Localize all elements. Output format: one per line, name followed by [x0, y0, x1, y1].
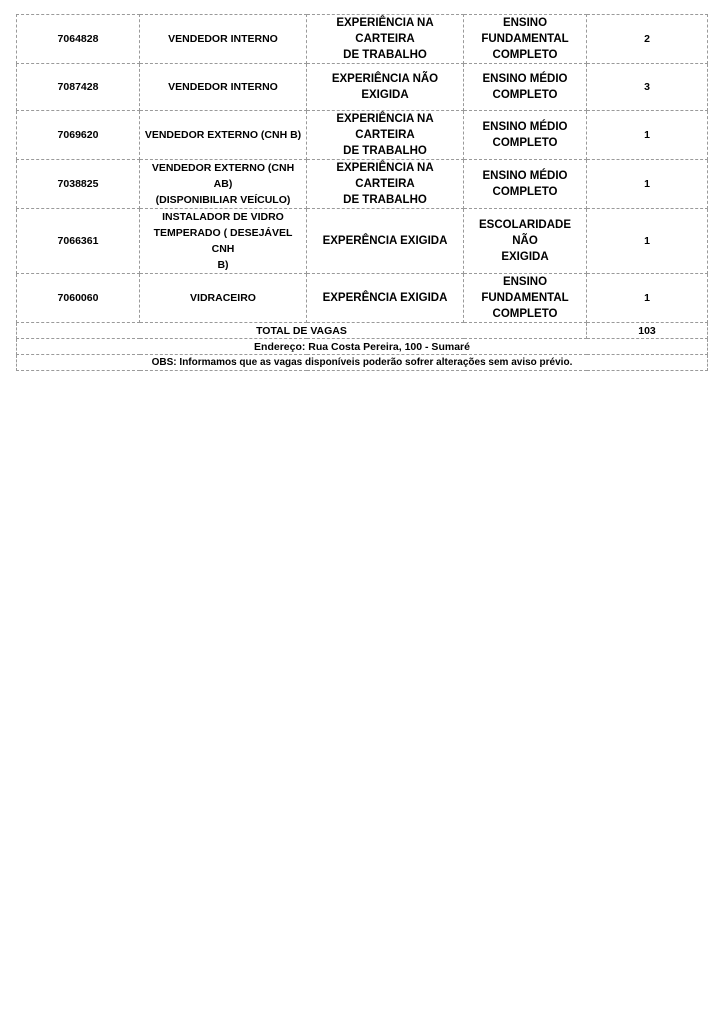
experience-cell: EXPERIÊNCIA NA CARTEIRA DE TRABALHO [307, 15, 464, 64]
job-role-cell: VENDEDOR EXTERNO (CNH B) [140, 111, 307, 160]
job-role-cell: VIDRACEIRO [140, 274, 307, 323]
education-cell: ENSINO FUNDAMENTAL COMPLETO [464, 15, 587, 64]
total-label: TOTAL DE VAGAS [17, 323, 587, 339]
address-row [17, 339, 708, 355]
job-role-cell: INSTALADOR DE VIDRO TEMPERADO ( DESEJÁVEL CNH B) [140, 209, 307, 274]
job-openings-table [16, 14, 708, 371]
education-cell: ENSINO MÉDIO COMPLETO [464, 111, 587, 160]
job-role-cell: VENDEDOR INTERNO [140, 15, 307, 64]
job-code-cell: 7069620 [17, 111, 140, 160]
table-row [17, 209, 708, 274]
openings-cell: 3 [587, 64, 708, 111]
total-value: 103 [587, 323, 708, 339]
openings-cell: 1 [587, 209, 708, 274]
table-row [17, 111, 708, 160]
note-text: OBS: Informamos que as vagas disponíveis poderão sofrer alterações sem aviso prévio. [17, 355, 708, 371]
job-code-cell: 7066361 [17, 209, 140, 274]
openings-cell: 2 [587, 15, 708, 64]
table-row [17, 274, 708, 323]
job-code-cell: 7060060 [17, 274, 140, 323]
openings-cell: 1 [587, 160, 708, 209]
experience-cell: EXPERIÊNCIA NÃO EXIGIDA [307, 64, 464, 111]
table-row [17, 160, 708, 209]
table-row [17, 64, 708, 111]
experience-cell: EXPERIÊNCIA NA CARTEIRA DE TRABALHO [307, 160, 464, 209]
education-cell: ENSINO MÉDIO COMPLETO [464, 64, 587, 111]
table-row [17, 15, 708, 64]
job-code-cell: 7064828 [17, 15, 140, 64]
job-role-cell: VENDEDOR EXTERNO (CNH AB) (DISPONIBILIAR VEÍCULO) [140, 160, 307, 209]
education-cell: ESCOLARIDADE NÃO EXIGIDA [464, 209, 587, 274]
job-code-cell: 7087428 [17, 64, 140, 111]
experience-cell: EXPERIÊNCIA NA CARTEIRA DE TRABALHO [307, 111, 464, 160]
total-row [17, 323, 708, 339]
experience-cell: EXPERÊNCIA EXIGIDA [307, 209, 464, 274]
job-openings-sheet [16, 14, 708, 371]
education-cell: ENSINO FUNDAMENTAL COMPLETO [464, 274, 587, 323]
openings-cell: 1 [587, 111, 708, 160]
note-row [17, 355, 708, 371]
experience-cell: EXPERÊNCIA EXIGIDA [307, 274, 464, 323]
address-text: Endereço: Rua Costa Pereira, 100 - Sumaré [17, 339, 708, 355]
openings-cell: 1 [587, 274, 708, 323]
job-role-cell: VENDEDOR INTERNO [140, 64, 307, 111]
education-cell: ENSINO MÉDIO COMPLETO [464, 160, 587, 209]
job-code-cell: 7038825 [17, 160, 140, 209]
